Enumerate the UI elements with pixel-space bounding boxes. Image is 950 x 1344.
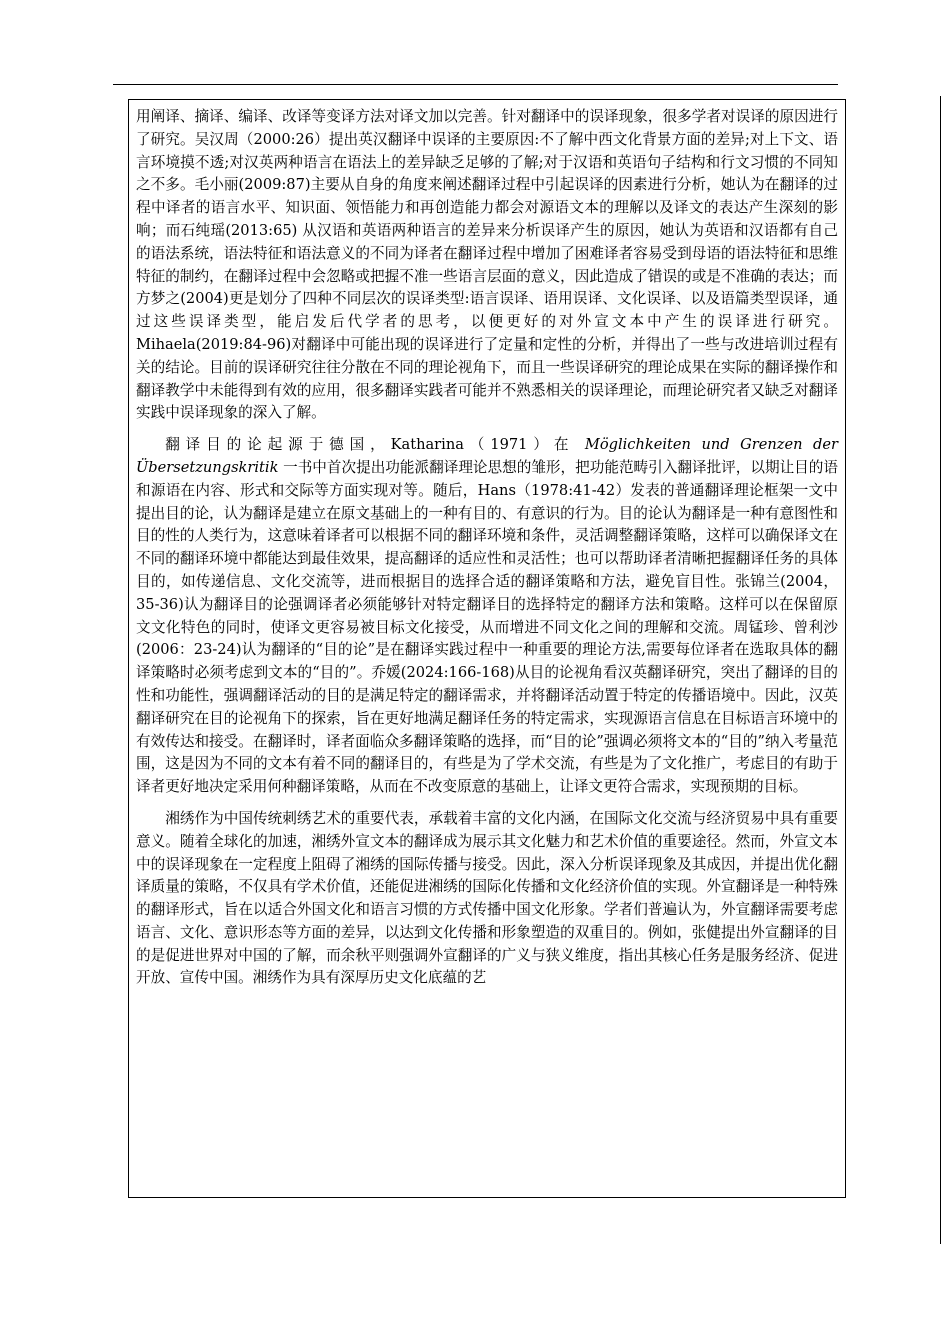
text-segment: 用阐译、摘译、编译、改译等变译方法对译文加以完善。针对翻译中的误译现象，很多学者对误译的原因进行了研究。吴汉周（2000:26）提出英汉翻译中误译的主要原因:不了解中西文化背景方面的差异;对上下文、语言环境摸不透;对汉英两种语言在语法上的差异缺乏足够的了解;对于汉语和英语句子结构和行文习惯的不同知之不多。毛小丽(2009:87)主要从自身的角度来阐述翻译过程中引起误译的因素进行分析，她认为在翻译的过程中译者的语言水平、知识面、领悟能力和再创造能力都会对源语文本的理解以及译文的表达产生深刻的影响；而石纯瑶(2013:65) 从汉语和英语两种语言的差异来分析误译产生的原因，她认为英语和汉语都有自己的语法系统，语法特征和语法意义的不同为译者在翻译过程中增加了困难译者容易受到母语的语法特征和思维特征的制约，在翻译过程中会忽略或把握不准一些语言层面的意义，因此造成了错误的或是不准确的表达；而方梦之(2004)更是划分了四种不同层次的误译类型:语言误译、语用误译、文化误译、以及语篇类型误译，通过这些误译类型，能启发后代学者的思考，以便更好的对外宣文本中产生的误译进行研究。Mihaela(2019:84-96)对翻译中可能出现的误译进行了定量和定性的分析，并得出了一些与改进培训过程有关的结论。目前的误译研究往往分散在不同的理论视角下，而且一些误译研究的理论成果在实际的翻译操作和翻译教学中未能得到有效的应用，很多翻译实践者可能并不熟悉相关的误译理论，而理论研究者又缺乏对翻译实践中误译现象的深入了解。 — [136, 108, 838, 422]
text-segment: 湘绣作为中国传统刺绣艺术的重要代表，承载着丰富的文化内涵，在国际文化交流与经济贸易中具有重要意义。随着全球化的加速，湘绣外宣文本的翻译成为展示其文化魅力和艺术价值的重要途径。然而，外宣文本中的误译现象在一定程度上阻碍了湘绣的国际传播与接受。因此，深入分析误译现象及其成因，并提出优化翻译质量的策略，不仅具有学术价值，还能促进湘绣的国际化传播和文化经济价值的实现。外宣翻译是一种特殊的翻译形式，旨在以适合外国文化和语言习惯的方式传播中国文化形象。学者们普遍认为，外宣翻译需要考虑语言、文化、意识形态等方面的差异，以达到文化传播和形象塑造的双重目的。例如，张健提出外宣翻译的目的是促进世界对中国的了解，而余秋平则强调外宣翻译的广义与狭义维度，指出其核心任务是服务经济、促进开放、宣传中国。湘绣作为具有深厚历史文化底蕴的艺 — [136, 809, 838, 987]
paragraph-xiang-embroidery — [136, 808, 838, 990]
paragraph-misinterpretation-research — [136, 106, 838, 425]
paragraph-skopos-theory — [136, 434, 838, 799]
text-segment: 翻译目的论起源于德国，Katharina（1971）在 — [165, 436, 585, 454]
book-title-italic: Möglichkeiten und Grenzen der Übersetzungskritik — [136, 436, 839, 476]
text-segment: 一书中首次提出功能派翻译理论思想的雏形，把功能范畴引入翻译批评，以期让目的语和源语在内容、形式和交际等方面实现对等。随后，Hans（1978:41-42）发表的普通翻译理论框架一文中提出目的论，认为翻译是建立在原文基础上的一种有目的、有意识的行为。目的论认为翻译是一种有意图性和目的性的人类行为，这意味着译者可以根据不同的翻译环境和条件，灵活调整翻译策略，这样可以确保译文在不同的翻译环境中都能达到最佳效果，提高翻译的适应性和灵活性；也可以帮助译者清晰把握翻译任务的具体目的，如传递信息、文化交流等，进而根据目的选择合适的翻译策略和方法，避免盲目性。张锦兰(2004，35-36)认为翻译目的论强调译者必须能够针对特定翻译目的选择特定的翻译方法和策略。这样可以在保留原文文化特色的同时，使译文更容易被目标文化接受，从而增进不同文化之间的理解和交流。周锰珍、曾利沙(2006：23-24)认为翻译的“目的论”是在翻译实践过程中一种重要的理论方法,需要每位译者在选取具体的翻译策略时必须考虑到文本的“目的”。乔媛(2024:166-168)从目的论视角看汉英翻译研究，突出了翻译的目的性和功能性，强调翻译活动的目的是满足特定的翻译需求，并将翻译活动置于特定的传播语境中。因此，汉英翻译研究在目的论视角下的探索，旨在更好地满足翻译任务的特定需求，实现源语言信息在目标语言环境中的有效传达和接受。在翻译时，译者面临众多翻译策略的选择，而“目的论”强调必须将文本的“目的”纳入考量范围，这是因为不同的文本有着不同的翻译目的，有些是为了学术交流，有些是为了文化推广，考虑目的有助于译者更好地决定采用何种翻译策略，从而在不改变原意的基础上，让译文更符合需求，实现预期的目标。 — [136, 458, 838, 796]
text-frame — [128, 99, 846, 1198]
right-margin-rule — [940, 96, 941, 1244]
header-rule — [113, 84, 838, 85]
